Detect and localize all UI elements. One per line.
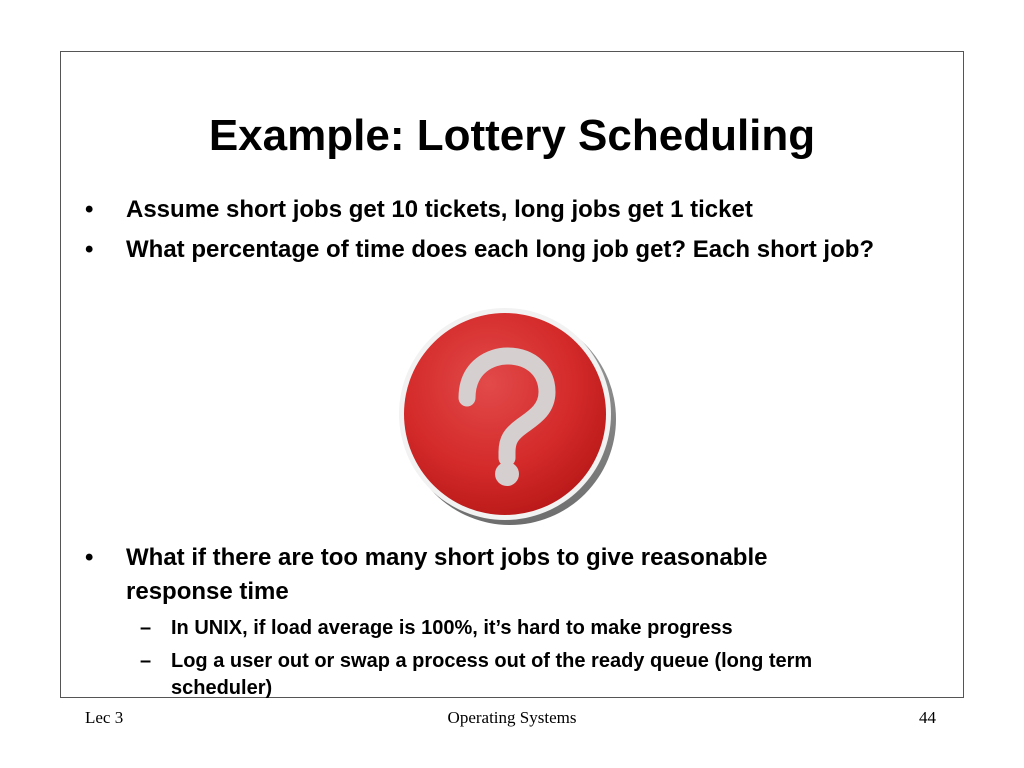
footer-page-number: 44 (919, 708, 936, 727)
sub-bullet-item (140, 615, 910, 642)
bullet-text: Assume short jobs get 10 tickets, long jobs get 1 ticket (126, 196, 753, 223)
sub-bullet-text: Log a user out or swap a process out of the ready queue (long term scheduler) (171, 650, 813, 699)
sub-bullet-marker: – (140, 650, 152, 672)
bullet-text: What if there are too many short jobs to give reasonable response time (126, 544, 768, 605)
slide-title: Example: Lottery Scheduling (208, 111, 816, 160)
bullet-text: What percentage of time does each long job get? Each short job? (126, 236, 875, 263)
footer-lecture: Lec 3 (85, 708, 124, 727)
question-mark-icon (397, 306, 619, 528)
sub-bullet-marker: – (140, 617, 152, 639)
bullet-marker: • (85, 236, 94, 263)
bullet-item (85, 541, 875, 609)
bullet-item (85, 233, 875, 267)
sub-bullet-item (140, 648, 910, 702)
bullet-marker: • (85, 544, 94, 571)
sub-bullet-text: In UNIX, if load average is 100%, it’s hard to make progress (171, 617, 733, 639)
bullet-marker: • (85, 196, 94, 223)
bullet-item (85, 193, 875, 227)
footer-course-title: Operating Systems (447, 708, 577, 727)
